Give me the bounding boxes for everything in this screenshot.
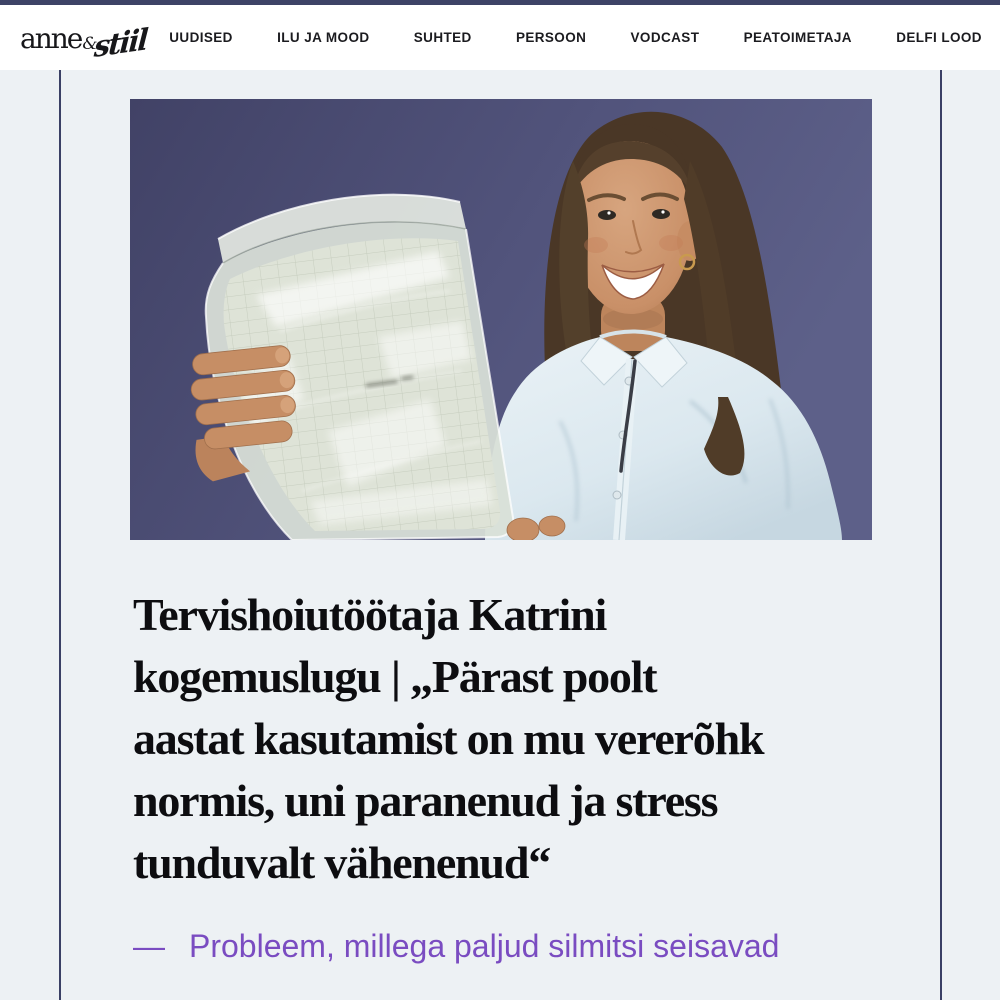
logo-ampersand: & bbox=[82, 33, 98, 54]
article-content-area bbox=[0, 70, 1000, 1000]
site-logo[interactable] bbox=[20, 21, 149, 64]
headline-line: kogemuslugu | „Pärast poolt bbox=[133, 651, 657, 702]
headline-line: aastat kasutamist on mu vererõhk bbox=[133, 713, 764, 764]
headline-line: tunduvalt vähenenud“ bbox=[133, 837, 550, 888]
nav-item-peatoimetaja[interactable]: PEATOIMETAJA bbox=[743, 30, 852, 45]
kicker-text: Probleem, millega paljud silmitsi seisavad bbox=[189, 928, 780, 964]
nav-item-persoon[interactable]: PERSOON bbox=[515, 30, 587, 45]
kicker-dash: — bbox=[133, 928, 165, 964]
headline-line: Tervishoiutöötaja Katrini bbox=[133, 589, 607, 640]
headline-line: normis, uni paranenud ja stress bbox=[133, 775, 718, 826]
site-header bbox=[0, 5, 1000, 70]
hero-photo-illustration bbox=[130, 99, 872, 540]
nav-item-ilu-ja-mood[interactable]: ILU JA MOOD bbox=[277, 30, 370, 45]
nav-item-vodcast[interactable]: VODCAST bbox=[630, 30, 700, 45]
left-vertical-rule bbox=[59, 70, 61, 1000]
right-vertical-rule bbox=[940, 70, 942, 1000]
nav-item-suhted[interactable]: SUHTED bbox=[413, 30, 472, 45]
nav-item-delfi-lood[interactable]: DELFI LOOD bbox=[896, 30, 982, 45]
logo-text-anne: anne bbox=[20, 21, 82, 55]
logo-text-stiil: stiil bbox=[93, 21, 149, 64]
article-headline[interactable] bbox=[133, 584, 873, 894]
article-kicker[interactable] bbox=[133, 928, 779, 965]
article-hero-photo[interactable] bbox=[130, 99, 872, 540]
nav-item-uudised[interactable]: UUDISED bbox=[169, 30, 233, 45]
main-navigation bbox=[169, 30, 984, 45]
